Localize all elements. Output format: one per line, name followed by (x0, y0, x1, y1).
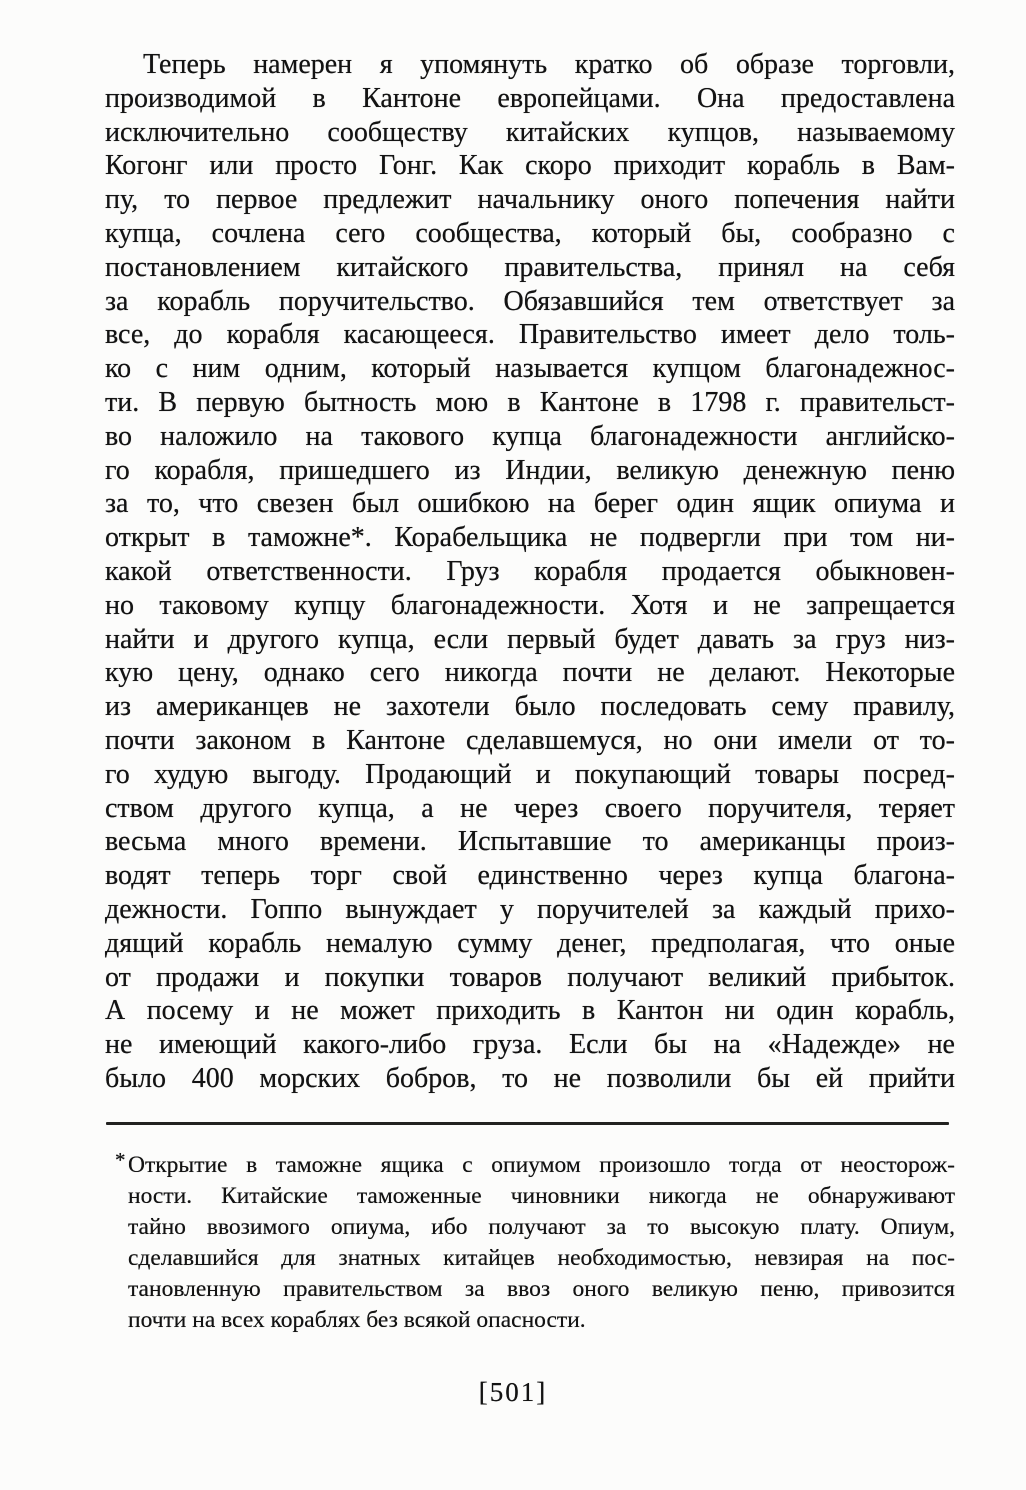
text-line: го худую выгоду. Продающий и покупающий товары посред- (105, 758, 955, 790)
text-line: открыт в таможне*. Корабельщика не подвергли при том ни- (105, 522, 955, 554)
footnote-line: сделавшийся для знатных китайцев необходимостью, невзирая на пос- (128, 1245, 955, 1271)
text-line: найти и другого купца, если первый будет давать за груз низ- (105, 623, 955, 655)
text-line: пу, то первое предлежит начальнику оного попечения найти (105, 184, 955, 216)
text-line: во наложило на такового купца благонадежности английско- (105, 420, 955, 452)
text-line: почти законом в Кантоне сделавшемуся, но они имели от то- (105, 724, 955, 756)
page-number: [501] (478, 1377, 548, 1407)
text-line: исключительно сообществу китайских купцов, называемому (105, 116, 955, 148)
text-line: все, до корабля касающееся. Правительство имеет дело толь- (105, 319, 955, 351)
text-line: водят теперь торг свой единственно через купца благона- (105, 860, 955, 892)
text-line: А посему и не может приходить в Кантон ни один корабль, (105, 995, 955, 1027)
footnote-divider (106, 1122, 949, 1125)
footnote-line: ности. Китайские таможенные чиновники никогда не обнаруживают (128, 1183, 955, 1209)
text-line: весьма много времени. Испытавшие то американцы произ- (105, 826, 955, 858)
text-line: ко с ним одним, который называется купцом благонадежнос- (105, 353, 955, 385)
text-line: ти. В первую бытность мою в Кантоне в 1798 г. правительст- (105, 386, 955, 418)
text-line: за то, что свезен был ошибкою на берег один ящик опиума и (105, 488, 955, 520)
main-text-block (105, 48, 955, 1096)
text-line: из американцев не захотели было последовать сему правилу, (105, 691, 955, 723)
footnote-line: тановленную правительством за ввоз оного великую пеню, привозится (128, 1276, 955, 1302)
footnote-line: * Открытие в таможне ящика с опиумом произошло тогда от неосторож- (128, 1150, 955, 1181)
text-line: купца, сочлена сего сообщества, который бы, сообразно с (105, 217, 955, 249)
text-line: но таковому купцу благонадежности. Хотя и не запрещается (105, 589, 955, 621)
text-line: Когонг или просто Гонг. Как скоро приходит корабль в Вам- (105, 150, 955, 182)
footnote-block (115, 1148, 955, 1336)
footnote-asterisk-marker: * (115, 1148, 126, 1172)
text-line: производимой в Кантоне европейцами. Она предоставлена (105, 82, 955, 114)
text-line: от продажи и покупки товаров получают великий прибыток. (105, 961, 955, 993)
footnote-line: почти на всех кораблях без всякой опасности. (128, 1307, 586, 1333)
text-line: дежности. Гоппо вынуждает у поручителей за каждый прихо- (105, 893, 955, 925)
text-line: было 400 морских бобров, то не позволили бы ей прийти (105, 1062, 955, 1094)
text-line: ством другого купца, а не через своего поручителя, теряет (105, 792, 955, 824)
footnote-line: тайно ввозимого опиума, ибо получают за то высокую плату. Опиум, (128, 1214, 955, 1240)
text-line: постановлением китайского правительства, принял на себя (105, 251, 955, 283)
text-line: не имеющий какого-либо груза. Если бы на «Надежде» не (105, 1029, 955, 1061)
text-line: го корабля, пришедшего из Индии, великую денежную пеню (105, 454, 955, 486)
text-line: какой ответственности. Груз корабля продается обыкновен- (105, 555, 955, 587)
text-line: дящий корабль немалую сумму денег, предполагая, что оные (105, 927, 955, 959)
text-line: за корабль поручительство. Обязавшийся тем ответствует за (105, 285, 955, 317)
text-line: кую цену, однако сего никогда почти не делают. Некоторые (105, 657, 955, 689)
text-line: Теперь намерен я упомянуть кратко об образе торговли, (143, 49, 955, 80)
